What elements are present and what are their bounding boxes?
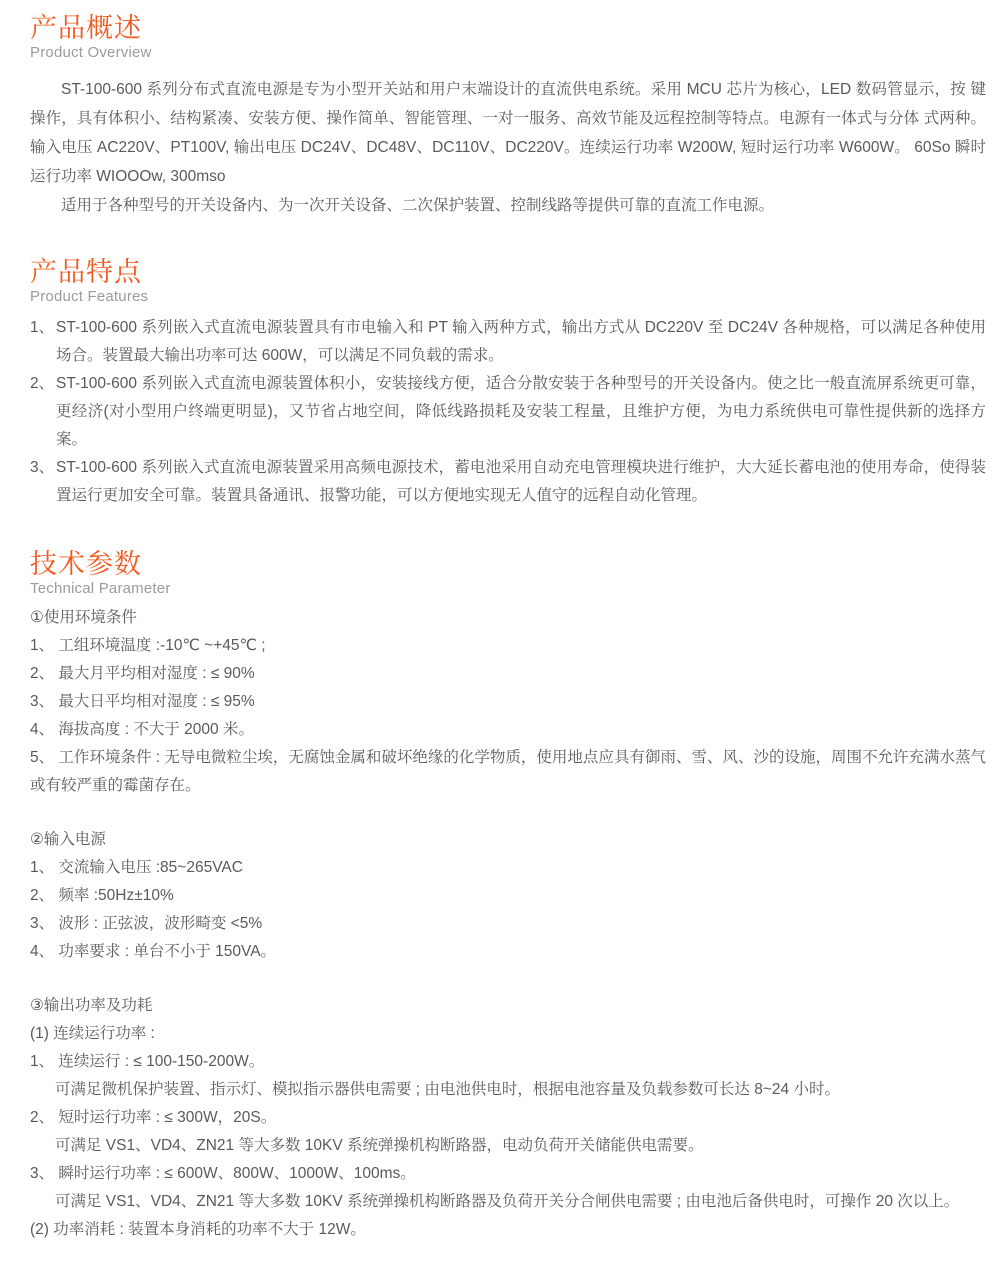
tech-line: 3、 波形 : 正弦波，波形畸变 <5%: [30, 915, 263, 932]
tech-line: 3、 瞬时运行功率 : ≤ 600W、800W、1000W、100ms。: [30, 1165, 416, 1182]
feature-item-number: 2、: [30, 375, 55, 392]
feature-item: [30, 370, 986, 454]
tech-line-detail: 可满足微机保护装置、指示灯、模拟指示器供电需要 ; 由电池供电时，根据电池容量及负载参数可长达 8~24 小时。: [55, 1081, 840, 1098]
tech-line-detail: 可满足 VS1、VD4、ZN21 等大多数 10KV 系统弹操机构断路器，电动负荷开关储能供电需要。: [55, 1137, 704, 1154]
tech-line: (1) 连续运行功率 :: [30, 1025, 155, 1042]
overview-body: [30, 75, 986, 220]
tech-line: 2、 频率 :50Hz±10%: [30, 887, 174, 904]
tech-group-heading: ②输入电源: [30, 831, 106, 848]
tech-line: 3、 最大日平均相对湿度 : ≤ 95%: [30, 693, 255, 710]
overview-paragraph: ST-100-600 系列分布式直流电源是专为小型开关站和用户末端设计的直流供电系统。采用 MCU 芯片为核心，LED 数码管显示，按 键操作，具有体积小、结构紧凑、安装方便、操作简单、智能管理、一对一服务、高效节能及远程控制等特点。电源有一体式与分体 式两种。输入电压 AC220V、PT100V, 输出电压 DC24V、DC48V、DC110V、DC220V。连续运行功率 W200W, 短时运行功率 W600W。 60So 瞬时运行功率 WIOOOw, 300mso: [30, 81, 986, 185]
section-title-features: 产品特点: [30, 257, 142, 287]
feature-item-number: 1、: [30, 319, 55, 336]
section-title-overview: 产品概述: [30, 13, 142, 43]
feature-item: [30, 454, 986, 510]
section-subtitle-technical: Technical Parameter: [30, 580, 171, 597]
feature-item-text: ST-100-600 系列嵌入式直流电源装置体积小，安装接线方便，适合分散安装于各种型号的开关设备内。使之比一般直流屏系统更可靠，更经济(对小型用户终端更明显)，又节省占地空间，降低线路损耗及安装工程量，且维护方便，为电力系统供电可靠性提供新的选择方案。: [56, 375, 986, 448]
section-title-technical: 技术参数: [30, 549, 142, 579]
tech-line: 5、 工作环境条件 : 无导电微粒尘埃，无腐蚀金属和破坏绝缘的化学物质，使用地点应具有御雨、雪、风、沙的设施，周围不允许充满水蒸气或有较严重的霉菌存在。: [30, 749, 986, 794]
feature-item: [30, 314, 986, 370]
feature-item-number: 3、: [30, 459, 55, 476]
tech-line: 4、 海拔高度 : 不大于 2000 米。: [30, 721, 254, 738]
section-subtitle-overview: Product Overview: [30, 44, 152, 61]
section-technical-parameter: [30, 548, 986, 1244]
tech-line: 1、 交流输入电压 :85~265VAC: [30, 859, 243, 876]
tech-line: (2) 功率消耗 : 装置本身消耗的功率不大于 12W。: [30, 1221, 366, 1238]
tech-line-detail: 可满足 VS1、VD4、ZN21 等大多数 10KV 系统弹操机构断路器及负荷开关分合闸供电需要 ; 由电池后备供电时，可操作 20 次以上。: [55, 1193, 960, 1210]
tech-line: 1、 工组环境温度 :-10℃ ~+45℃ ;: [30, 637, 266, 654]
tech-line: 2、 短时运行功率 : ≤ 300W，20S。: [30, 1109, 277, 1126]
overview-paragraph: 适用于各种型号的开关设备内、为一次开关设备、二次保护装置、控制线路等提供可靠的直流工作电源。: [61, 197, 775, 214]
tech-group-input-power: [30, 826, 986, 966]
tech-group-environment: [30, 604, 986, 800]
tech-line: 2、 最大月平均相对湿度 : ≤ 90%: [30, 665, 255, 682]
tech-group-output-power: [30, 992, 986, 1244]
tech-group-heading: ①使用环境条件: [30, 609, 137, 626]
feature-item-text: ST-100-600 系列嵌入式直流电源装置采用高频电源技术，蓄电池采用自动充电管理模块进行维护，大大延长蓄电池的使用寿命，使得装置运行更加安全可靠。装置具备通讯、报警功能，可以方便地实现无人值守的远程自动化管理。: [56, 459, 986, 504]
tech-line: 1、 连续运行 : ≤ 100-150-200W。: [30, 1053, 265, 1070]
section-product-features: [30, 256, 986, 510]
tech-group-heading: ③输出功率及功耗: [30, 997, 153, 1014]
section-product-overview: [30, 12, 986, 220]
section-subtitle-features: Product Features: [30, 288, 149, 305]
product-document: [30, 12, 986, 1244]
tech-line: 4、 功率要求 : 单台不小于 150VA。: [30, 943, 277, 960]
feature-item-text: ST-100-600 系列嵌入式直流电源装置具有市电输入和 PT 输入两种方式，输出方式从 DC220V 至 DC24V 各种规格，可以满足各种使用场合。装置最大输出功率可达 600W，可以满足不同负载的需求。: [56, 319, 986, 364]
features-list: [30, 314, 986, 510]
